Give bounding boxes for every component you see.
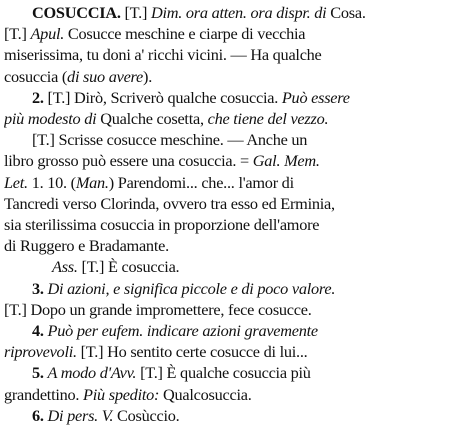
italic-text: riprovevoli. [4, 342, 77, 362]
italic-text: che tiene del vezzo. [207, 109, 329, 129]
entry-text: libro grosso può essere una cosuccia. = [4, 151, 253, 171]
entry-line [4, 2, 470, 23]
dictionary-entry [4, 2, 470, 426]
entry-line [4, 256, 470, 277]
entry-line [4, 214, 470, 235]
entry-line [4, 362, 470, 383]
italic-text: Dim. ora atten. ora dispr. di [150, 3, 331, 22]
entry-text: [T.] È cosuccia. [77, 257, 180, 277]
entry-text: [T.] [120, 3, 151, 22]
entry-line [4, 405, 470, 426]
entry-text: miserissima, tu doni a' ricchi vicini. — Ha qualche [4, 45, 322, 65]
entry-text: [T.] Ho sentito certe cosucce di lui... [76, 342, 308, 362]
entry-line [4, 235, 470, 256]
entry-line [4, 278, 470, 299]
entry-text: Qualcosuccia. [159, 384, 252, 404]
italic-text: A modo d'Avv. [47, 363, 137, 383]
italic-text: Di pers. V. [47, 405, 114, 425]
italic-text: Più spedito: [83, 384, 160, 404]
italic-text: Ass. [52, 257, 78, 277]
italic-text: Man. [75, 172, 109, 192]
entry-text: ). [143, 66, 153, 86]
entry-line [4, 384, 470, 405]
entry-line [4, 193, 470, 214]
entry-text: [T.] Dopo un grande impromettere, fece cosucce. [4, 299, 312, 319]
italic-text: Può per eufem. indicare azioni gravemente [47, 321, 318, 341]
italic-text: più modesto di [4, 109, 97, 129]
entry-text: grandettino. [4, 384, 84, 404]
italic-text: Apul. [30, 24, 65, 44]
entry-text: [T.] Scrisse cosucce meschine. — Anche un [32, 130, 308, 150]
entry-line [4, 66, 470, 87]
entry-line [4, 150, 470, 171]
entry-line [4, 341, 470, 362]
entry-text: Cosucce meschine e ciarpe di vecchia [64, 24, 306, 44]
entry-text: ) Parendomi... che... l'amor di [108, 172, 294, 192]
italic-text: di suo avere [67, 66, 144, 86]
entry-line [4, 23, 470, 44]
italic-text: Let. [4, 172, 28, 192]
italic-text: Gal. Mem. [252, 151, 320, 171]
entry-line [4, 108, 470, 129]
entry-line [4, 320, 470, 341]
entry-line [4, 87, 470, 108]
italic-text: Può essere [281, 87, 350, 107]
entry-text: sia sterilissima cosuccia in proporzione dell'amore [4, 215, 320, 235]
entry-line [4, 44, 470, 65]
entry-line [4, 299, 470, 320]
entry-text: Qualche cosetta, [96, 109, 208, 129]
entry-text: Tancredi verso Clorinda, ovvero tra esso ed Erminia, [4, 193, 335, 213]
entry-headword: 5. [32, 363, 48, 383]
entry-text: [T.] Dirò, Scriverò qualche cosuccia. [47, 87, 282, 107]
entry-text: [T.] [4, 24, 31, 44]
entry-text: cosuccia ( [4, 66, 68, 86]
entry-headword: 4. [32, 321, 48, 341]
entry-headword: 3. [32, 278, 48, 298]
entry-headword: 2. [32, 87, 48, 107]
entry-text: di Ruggero e Bradamante. [4, 236, 169, 256]
entry-text: Cosa. [330, 3, 366, 22]
entry-line [4, 172, 470, 193]
entry-text: [T.] È qualche cosuccia più [136, 363, 311, 383]
italic-text: Di azioni, e significa piccole e di poco valore. [47, 278, 336, 298]
entry-line [4, 129, 470, 150]
entry-text: 1. 10. ( [27, 172, 76, 192]
entry-text: Cosùccio. [113, 405, 180, 425]
entry-headword: COSUCCIA. [32, 3, 121, 22]
entry-headword: 6. [32, 405, 48, 425]
